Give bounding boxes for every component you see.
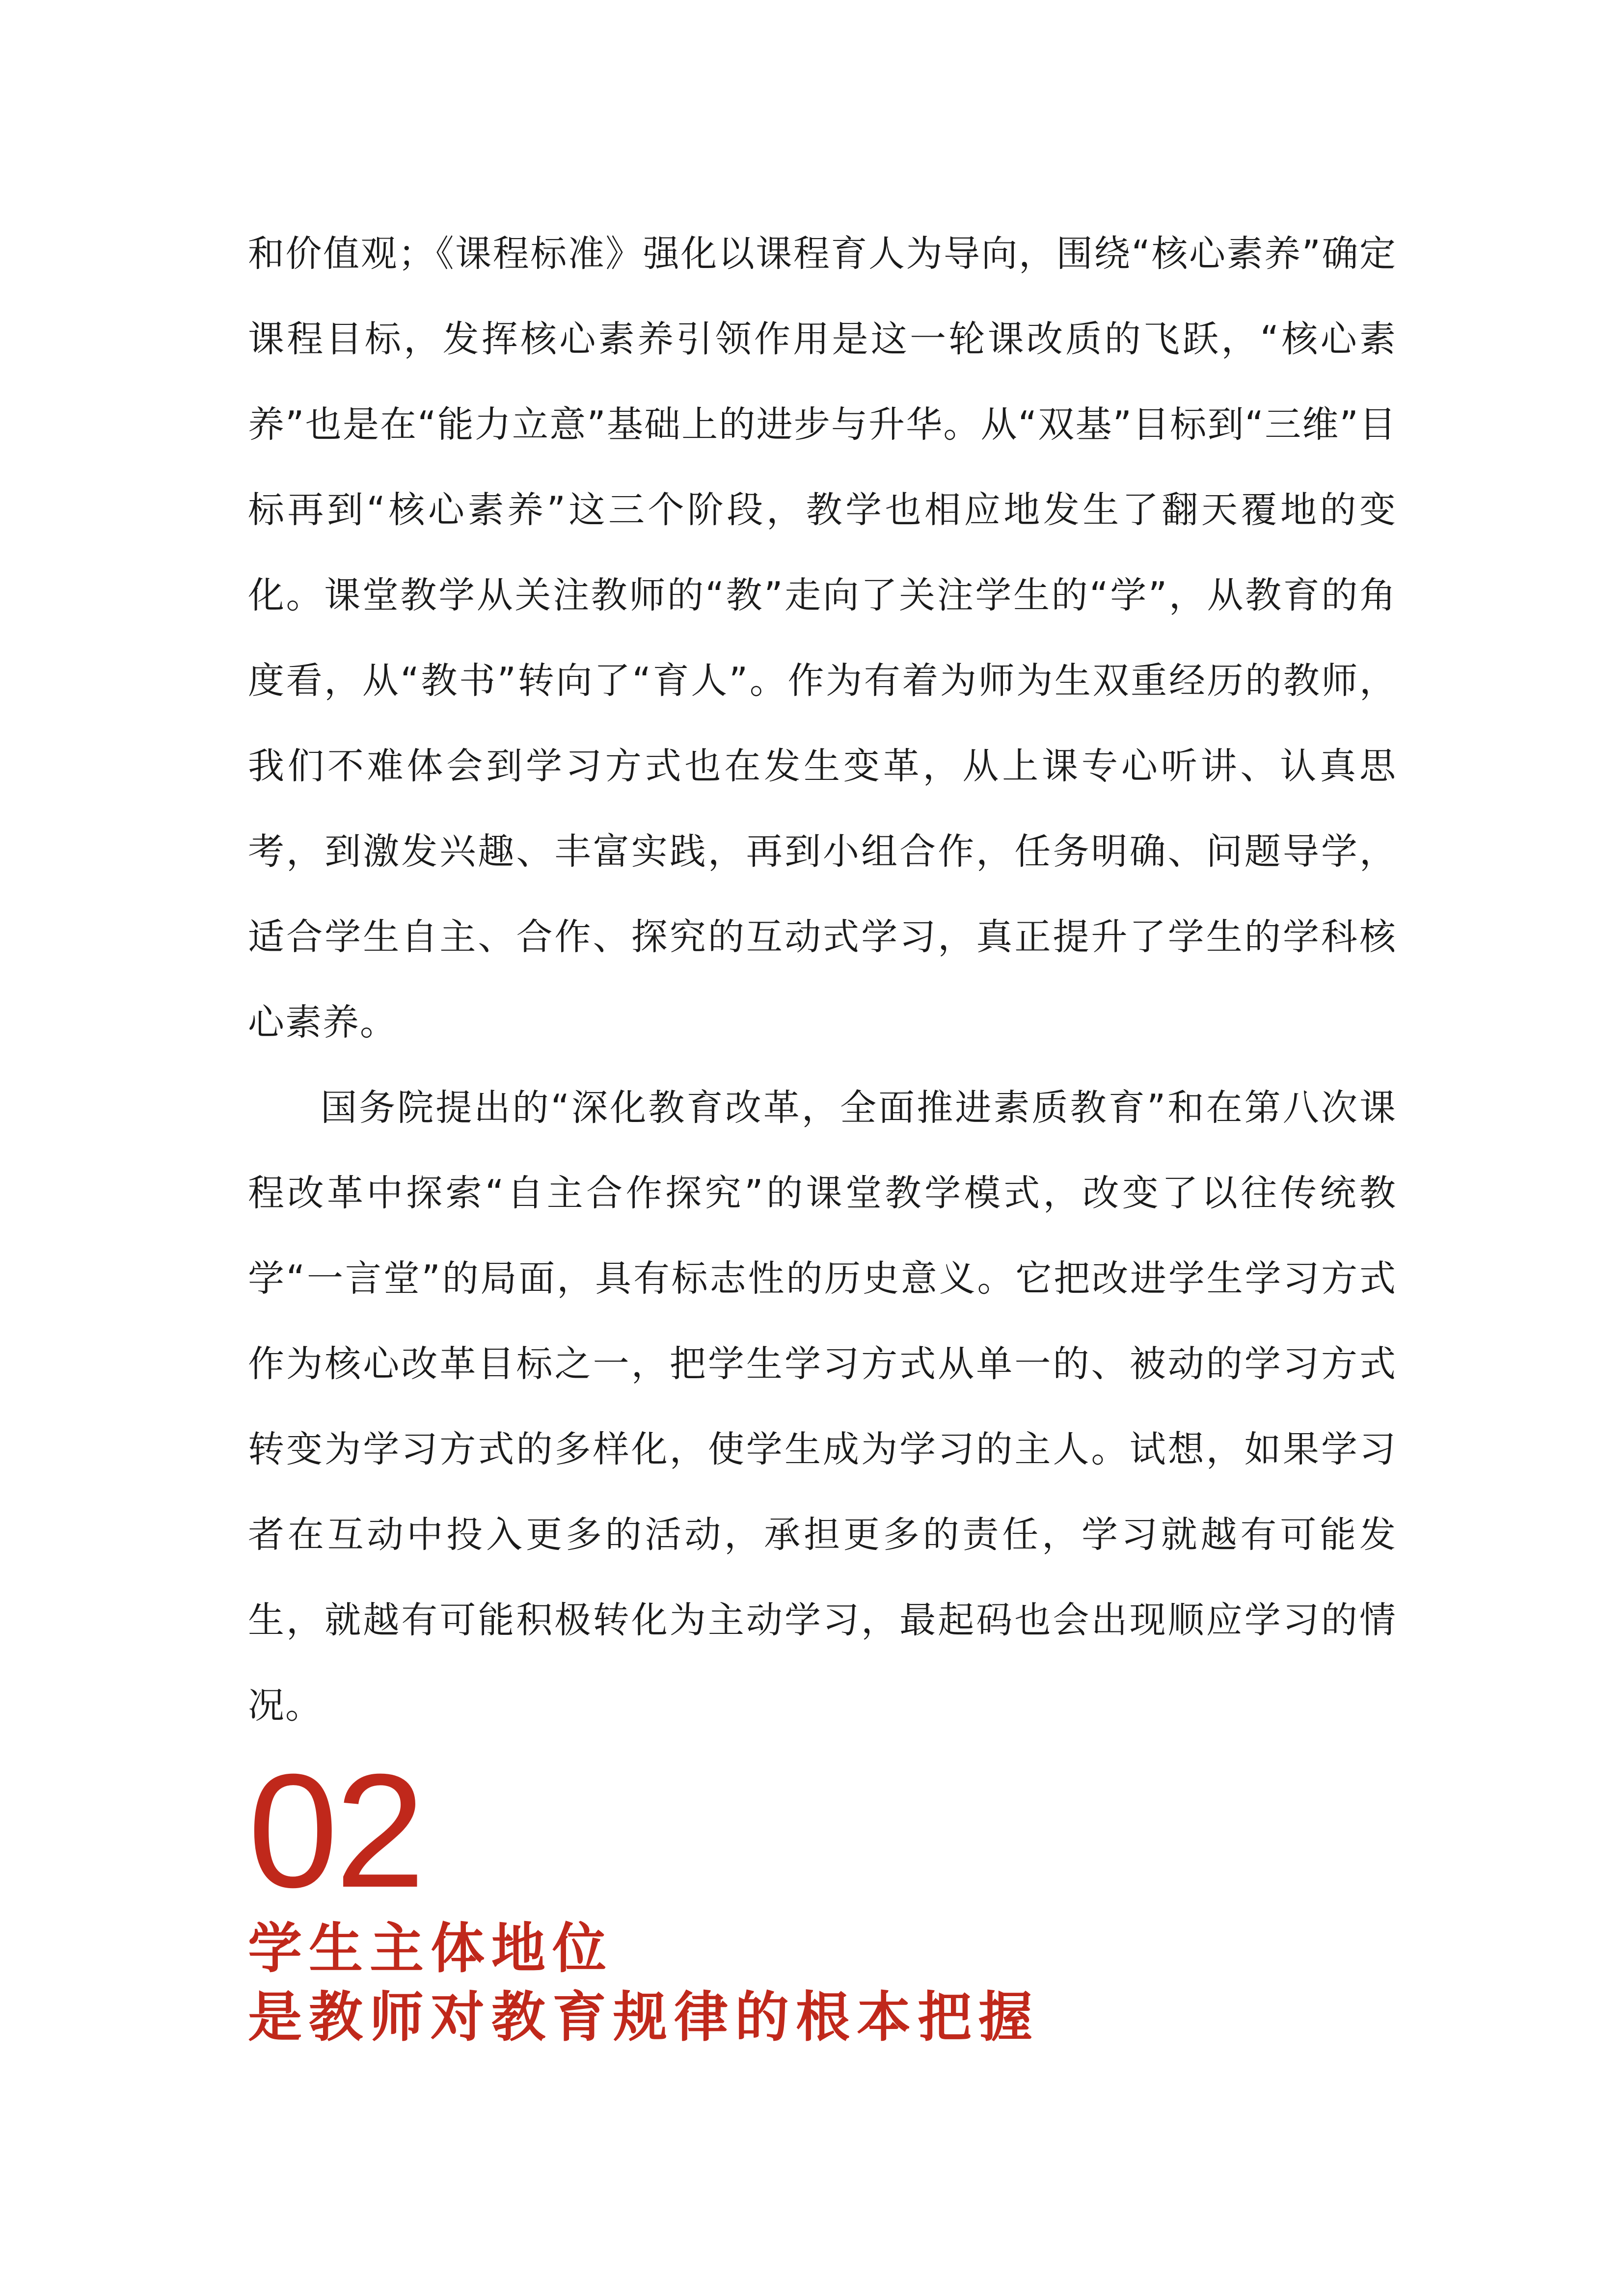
section-title	[248, 1914, 1426, 2052]
section-number: 02	[248, 1740, 423, 1921]
section-heading	[248, 1740, 1426, 2052]
paragraph-education-reform: 国务院提出的“深化教育改革，全面推进素质教育”和在第八次课程改革中探索“自主合作探究”的课堂教学模式，改变了以往传统教学“一言堂”的局面，具有标志性的历史意义。它把改进学生学习方式作为核心改革目标之一，把学生学习方式从单一的、被动的学习方式转变为学习方式的多样化，使学生成为学习的主人。试想，如果学习者在互动中投入更多的活动，承担更多的责任，学习就越有可能发生，就越有可能积极转化为主动学习，最起码也会出现顺应学习的情况。	[248, 1087, 1397, 1727]
paragraph-core-literacy: 和价值观；《课程标准》强化以课程育人为导向，围绕“核心素养”确定课程目标，发挥核心素养引领作用是这一轮课改质的飞跃，“核心素养”也是在“能力立意”基础上的进步与升华。从“双基”目标到“三维”目标再到“核心素养”这三个阶段，教学也相应地发生了翻天覆地的变化。课堂教学从关注教师的“教”走向了关注学生的“学”，从教育的角度看，从“教书”转向了“育人”。作为有着为师为生双重经历的教师，我们不难体会到学习方式也在发生变革，从上课专心听讲、认真思考，到激发兴趣、丰富实践，再到小组合作，任务明确、问题导学，适合学生自主、合作、探究的互动式学习，真正提升了学生的学科核心素养。	[248, 233, 1397, 1043]
section-title-line-1: 学生主体地位	[248, 1917, 613, 1980]
article-body	[248, 211, 1397, 1748]
section-title-line-2: 是教师对教育规律的根本把握	[248, 1986, 1039, 2049]
